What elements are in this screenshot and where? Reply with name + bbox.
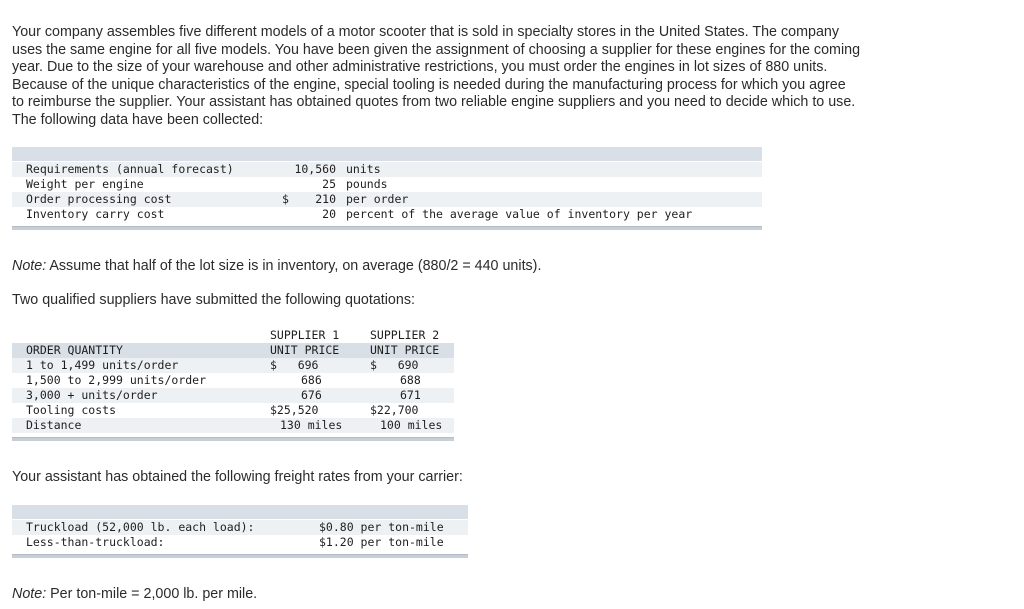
req-value: 210 [315,192,336,206]
table-header-row [12,328,454,343]
table-row [12,418,454,433]
table-row [12,207,762,222]
table-row [12,403,454,418]
supplier2-value: $ 690 [370,358,419,372]
note-text: Assume that half of the lot size is in inventory, on average (880/2 = 440 units). [46,258,542,274]
req-currency: $ [282,192,289,206]
note-assumption [12,258,1012,276]
freight-label: Less-than-truckload: [26,535,165,549]
note-ton-mile [12,586,1012,604]
req-label: Requirements (annual forecast) [26,162,234,176]
supplier1-value: $ 696 [270,358,319,372]
supplier2-subheader: UNIT PRICE [370,343,440,357]
supplier2-header: SUPPLIER 2 [370,328,440,342]
order-quantity-header: ORDER QUANTITY [26,343,123,357]
supplier1-subheader: UNIT PRICE [270,343,340,357]
req-value: 10,560 [294,162,336,176]
req-label: Weight per engine [26,177,144,191]
table-header-bar [12,147,762,161]
intro-line: Because of the unique characteristics of the engine, special tooling is needed during the manufacturing process for which you agree [12,76,846,93]
table-row [12,388,454,403]
supplier2-value: $22,700 [370,403,419,417]
table-row [12,177,762,192]
supplier1-value: 676 [301,388,322,402]
supplier1-value: 130 miles [280,418,343,432]
table-footer-bar [12,554,468,558]
req-unit: percent of the average value of inventory per year [346,207,693,221]
intro-line: year. Due to the size of your warehouse and other administrative restrictions, you must order the engines in lot sizes of 880 units. [12,59,828,76]
table-header-bar [12,505,468,519]
table-row [12,162,762,177]
intro-line: The following data have been collected: [12,111,264,128]
req-value: 25 [322,177,336,191]
quote-label: 1,500 to 2,999 units/order [26,373,207,387]
table-header-row [12,343,454,358]
note-label: Note: [12,586,47,602]
supplier1-value: $25,520 [270,403,319,417]
intro-line: uses the same engine for all five models. You have been given the assignment of choosing a supplier for these engines for the coming [12,41,861,58]
supplier1-value: 686 [301,373,322,387]
quotations-table [12,328,454,448]
freight-table [12,505,468,565]
quote-label: 3,000 + units/order [26,388,158,402]
table-row [12,192,762,207]
table-row [12,373,454,388]
freight-rate: $0.80 per ton-mile [319,520,444,534]
intro-line: Your company assembles five different models of a motor scooter that is sold in specialty stores in the United States. The company [12,24,839,40]
quotations-lead: Two qualified suppliers have submitted the following quotations: [12,292,415,308]
quote-label: 1 to 1,499 units/order [26,358,179,372]
req-unit: pounds [346,177,388,191]
table-row [12,520,468,535]
note-text: Per ton-mile = 2,000 lb. per mile. [46,586,258,602]
requirements-table [12,147,762,235]
freight-label: Truckload (52,000 lb. each load): [26,520,255,534]
freight-lead: Your assistant has obtained the following freight rates from your carrier: [12,469,463,485]
intro-line: to reimburse the supplier. Your assistant has obtained quotes from two reliable engine suppliers and you need to decide which to use. [12,94,856,111]
intro-paragraph [12,24,1012,130]
table-footer-bar [12,226,762,230]
supplier2-value: 688 [400,373,421,387]
quote-label: Distance [26,418,82,432]
table-row [12,535,468,550]
quote-label: Tooling costs [26,403,117,417]
freight-rate: $1.20 per ton-mile [319,535,444,549]
supplier2-value: 671 [400,388,421,402]
req-value: 20 [322,207,336,221]
req-unit: units [346,162,381,176]
table-footer-bar [12,437,454,441]
note-label: Note: [12,258,47,274]
supplier2-value: 100 miles [380,418,443,432]
req-unit: per order [346,192,409,206]
req-label: Order processing cost [26,192,172,206]
table-row [12,358,454,373]
req-label: Inventory carry cost [26,207,165,221]
supplier1-header: SUPPLIER 1 [270,328,340,342]
